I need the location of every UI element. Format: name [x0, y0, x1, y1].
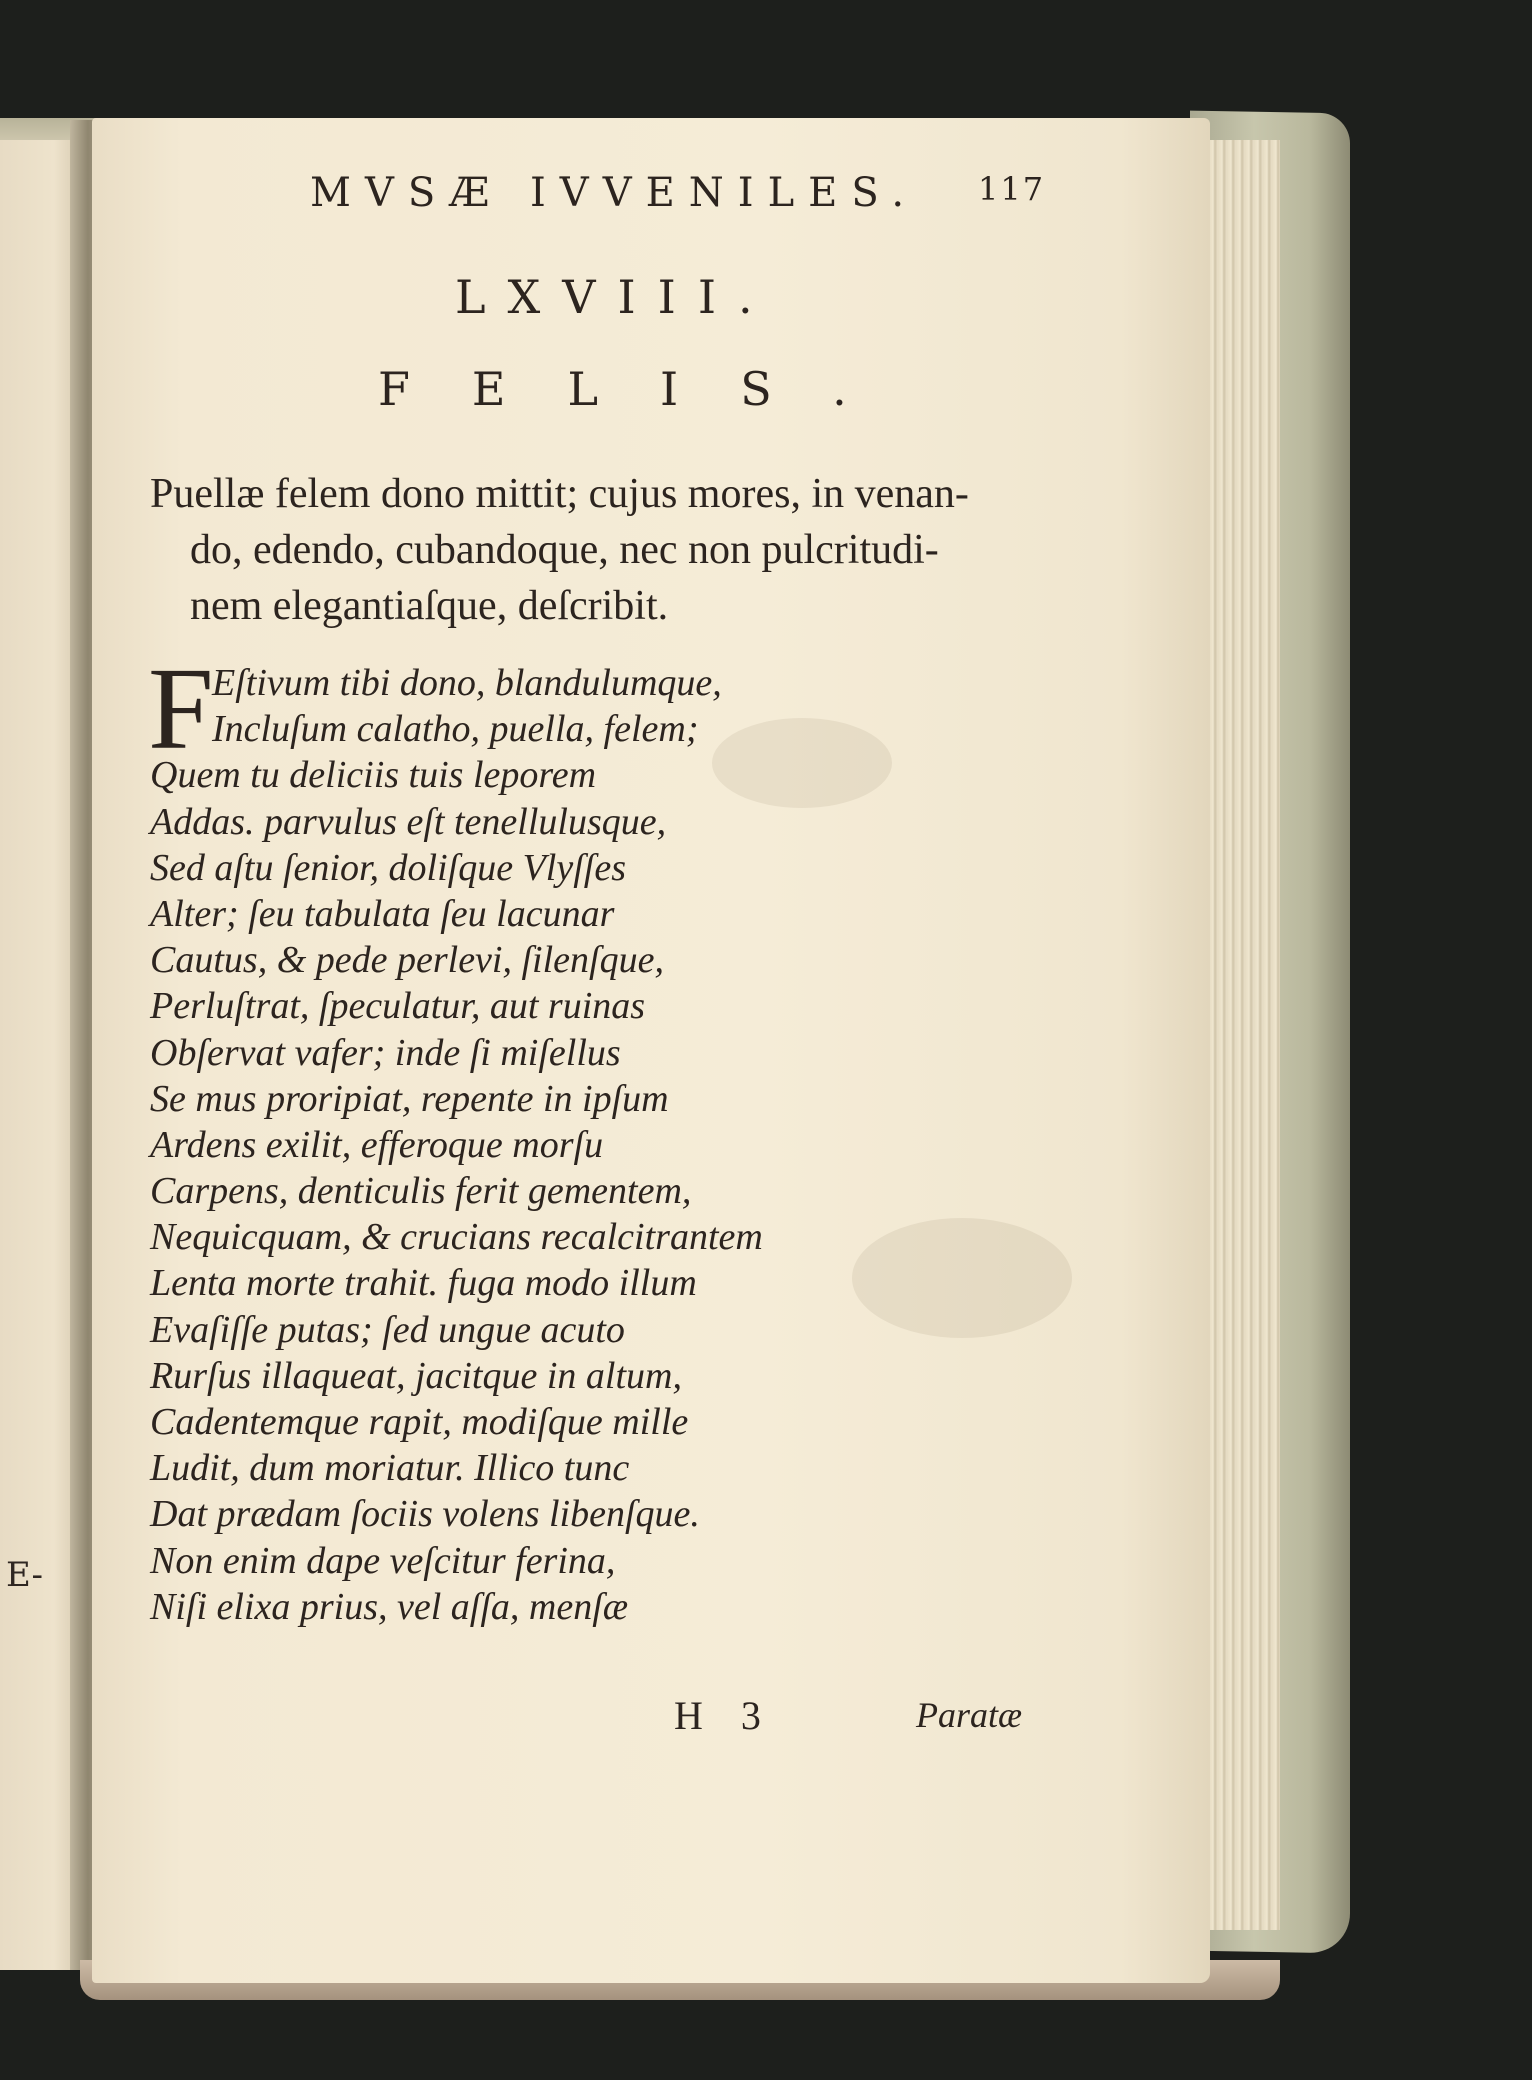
verse-line: Ardens exilit, efferoque morſu: [150, 1123, 604, 1166]
argument-line: do, edendo, cubandoque, nec non pulcritudi-: [190, 527, 939, 573]
running-head: MVSÆ IVVENILES.: [310, 170, 919, 216]
verse-line: Rurſus illaqueat, jacitque in altum,: [150, 1354, 682, 1397]
verse-line: Se mus proripiat, repente in ipſum: [150, 1077, 669, 1120]
argument-line: nem elegantiaſque, deſcribit.: [190, 583, 669, 629]
left-page-marker: E-: [6, 1555, 43, 1595]
verse-line: Ludit, dum moriatur. Illico tunc: [150, 1447, 630, 1490]
verse-line: Obſervat vafer; inde ſi miſellus: [150, 1031, 621, 1074]
verse-line: Addas. parvulus eſt tenellulusque,: [150, 800, 667, 843]
page-number: 117: [978, 170, 1046, 208]
poem-title: FELIS.: [378, 362, 909, 416]
poem-number: LXVIII.: [455, 270, 775, 324]
verse-line: Quem tu deliciis tuis leporem: [150, 754, 597, 797]
verse-line: Perluſtrat, ſpeculatur, aut ruinas: [150, 985, 646, 1028]
verse-line: Carpens, denticulis ferit gementem,: [150, 1170, 692, 1213]
verse-line: Cadentemque rapit, modiſque mille: [150, 1401, 689, 1443]
paper-stain: [852, 1218, 1072, 1338]
drop-cap: F: [148, 643, 214, 774]
argument-line: Puellæ felem dono mittit; cujus mores, in venan-: [150, 471, 969, 517]
verse-line: Sed aſtu ſenior, doliſque Vlyſſes: [150, 846, 626, 889]
catchword: Paratæ: [916, 1695, 1023, 1735]
verse-line: Cautus, & pede perlevi, ſilenſque,: [150, 939, 664, 982]
verse-line: Dat prædam ſociis volens libenſque.: [150, 1493, 700, 1536]
verse-line: Niſi elixa prius, vel aſſa, menſæ: [150, 1585, 629, 1628]
verse-line: Evaſiſſe putas; ſed ungue acuto: [150, 1308, 625, 1351]
page-edges: [1200, 140, 1280, 1930]
signature-mark: H 3: [674, 1693, 775, 1738]
verse-line: Non enim dape veſcitur ferina,: [150, 1539, 616, 1582]
poem-argument: [150, 466, 1070, 634]
verse-line: Incluſum calatho, puella, felem;: [212, 708, 699, 751]
verse-line: Alter; ſeu tabulata ſeu lacunar: [150, 892, 615, 935]
verse-line: Eſtivum tibi dono, blandulumque,: [212, 662, 722, 704]
poem-verses: [150, 660, 763, 1630]
verse-line: Lenta morte trahit. fuga modo illum: [150, 1262, 697, 1305]
verse-line: Nequicquam, & crucians recalcitrantem: [150, 1216, 763, 1259]
